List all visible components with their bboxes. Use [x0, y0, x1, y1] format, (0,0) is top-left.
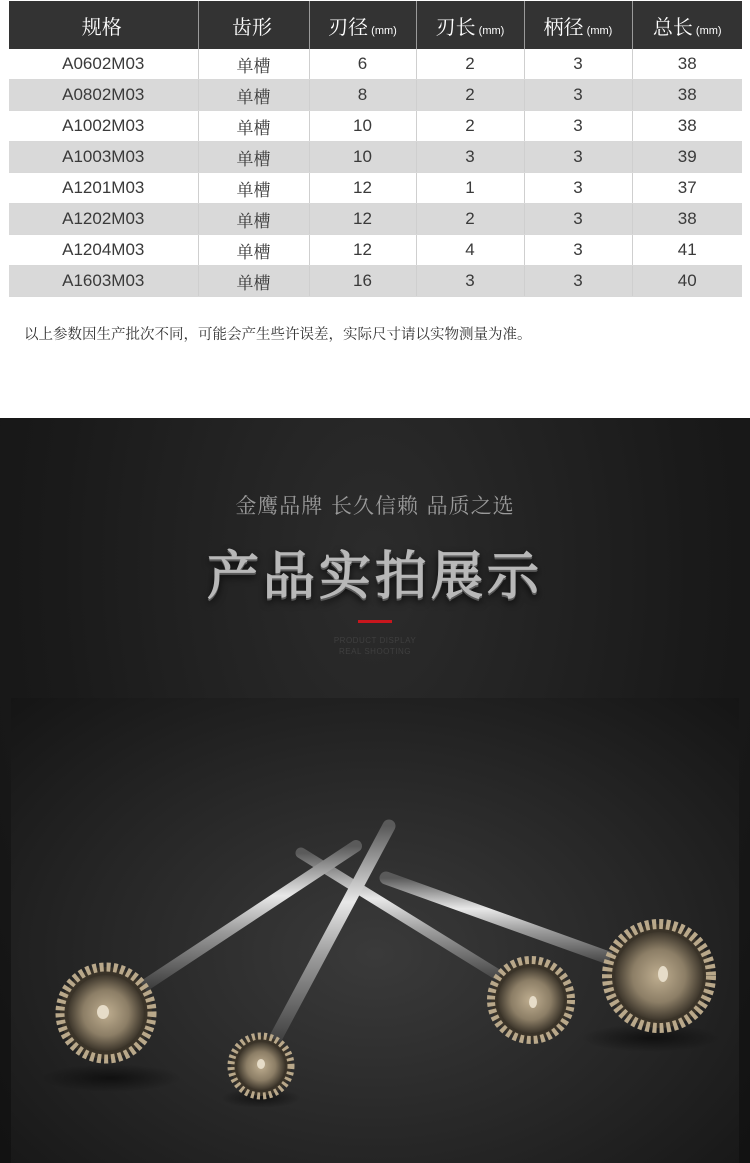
cell-shank-diameter: 3 — [524, 111, 632, 142]
cell-total-length: 41 — [632, 235, 742, 266]
table-row — [9, 142, 742, 173]
table-row — [9, 204, 742, 235]
cell-tooth-type: 单槽 — [198, 111, 309, 142]
cell-spec: A1603M03 — [9, 266, 198, 297]
showcase-title: 产品实拍展示 — [206, 547, 543, 607]
header-total-length: 总长 (mm) — [632, 1, 742, 49]
cell-shank-diameter: 3 — [524, 49, 632, 80]
cell-spec: A1202M03 — [9, 204, 198, 235]
header-shank-diameter: 柄径 (mm) — [524, 1, 632, 49]
header-tooth-type: 齿形 — [198, 1, 309, 49]
showcase-subtitle-line1: PRODUCT DISPLAY — [333, 636, 417, 645]
cell-shank-diameter: 3 — [524, 235, 632, 266]
cell-spec: A1204M03 — [9, 235, 198, 266]
table-row — [9, 49, 742, 80]
cell-blade-diameter: 10 — [309, 142, 416, 173]
shadow-shape — [581, 1024, 721, 1052]
showcase-subtitle-line2: REAL SHOOTING — [339, 647, 411, 656]
cell-blade-length: 2 — [416, 204, 524, 235]
table-row — [9, 111, 742, 142]
cell-total-length: 38 — [632, 49, 742, 80]
cell-blade-diameter: 12 — [309, 204, 416, 235]
cell-blade-diameter: 6 — [309, 49, 416, 80]
cell-blade-length: 2 — [416, 49, 524, 80]
cell-blade-diameter: 10 — [309, 111, 416, 142]
cell-tooth-type: 单槽 — [198, 49, 309, 80]
cell-blade-diameter: 12 — [309, 235, 416, 266]
cell-blade-length: 3 — [416, 266, 524, 297]
cell-blade-length: 3 — [416, 142, 524, 173]
table-row — [9, 235, 742, 266]
table-row — [9, 173, 742, 204]
cell-tooth-type: 单槽 — [198, 204, 309, 235]
product-showcase-section — [0, 418, 750, 1163]
cutter-illustration — [11, 698, 739, 1163]
cell-tooth-type: 单槽 — [198, 235, 309, 266]
cell-shank-diameter: 3 — [524, 142, 632, 173]
cell-blade-length: 1 — [416, 173, 524, 204]
cell-spec: A1002M03 — [9, 111, 198, 142]
cell-blade-length: 2 — [416, 80, 524, 111]
cell-blade-length: 2 — [416, 111, 524, 142]
shadow-shape — [41, 1064, 181, 1092]
cell-shank-diameter: 3 — [524, 204, 632, 235]
table-row — [9, 80, 742, 111]
cell-tooth-type: 单槽 — [198, 266, 309, 297]
disclaimer-note: 以上参数因生产批次不同，可能会产生些许误差，实际尺寸请以实物测量为准。 — [24, 327, 532, 343]
cell-spec: A1003M03 — [9, 142, 198, 173]
header-spec: 规格 — [9, 1, 198, 49]
cell-spec: A0802M03 — [9, 80, 198, 111]
cell-blade-diameter: 12 — [309, 173, 416, 204]
header-blade-diameter: 刃径 (mm) — [309, 1, 416, 49]
brand-slogan: 金鹰品牌 长久信赖 品质之选 — [235, 494, 515, 518]
cutter-large-left — [60, 846, 356, 1059]
header-blade-length: 刃长 (mm) — [416, 1, 524, 49]
cell-shank-diameter: 3 — [524, 173, 632, 204]
cell-blade-length: 4 — [416, 235, 524, 266]
cell-total-length: 38 — [632, 204, 742, 235]
cell-tooth-type: 单槽 — [198, 173, 309, 204]
cell-total-length: 39 — [632, 142, 742, 173]
table-header-row — [9, 1, 742, 49]
cell-spec: A0602M03 — [9, 49, 198, 80]
cell-total-length: 38 — [632, 80, 742, 111]
cell-shank-diameter: 3 — [524, 80, 632, 111]
spec-table — [9, 1, 742, 297]
product-photo — [11, 698, 739, 1163]
cell-blade-diameter: 16 — [309, 266, 416, 297]
cell-blade-diameter: 8 — [309, 80, 416, 111]
accent-divider — [358, 620, 392, 623]
cell-shank-diameter: 3 — [524, 266, 632, 297]
table-row — [9, 266, 742, 297]
spec-table-section — [9, 1, 742, 297]
cell-total-length: 40 — [632, 266, 742, 297]
cell-total-length: 37 — [632, 173, 742, 204]
cell-tooth-type: 单槽 — [198, 142, 309, 173]
cell-spec: A1201M03 — [9, 173, 198, 204]
cutter-medium-middle — [301, 853, 571, 1040]
cell-total-length: 38 — [632, 111, 742, 142]
cell-tooth-type: 单槽 — [198, 80, 309, 111]
cutter-small-front — [231, 826, 389, 1096]
